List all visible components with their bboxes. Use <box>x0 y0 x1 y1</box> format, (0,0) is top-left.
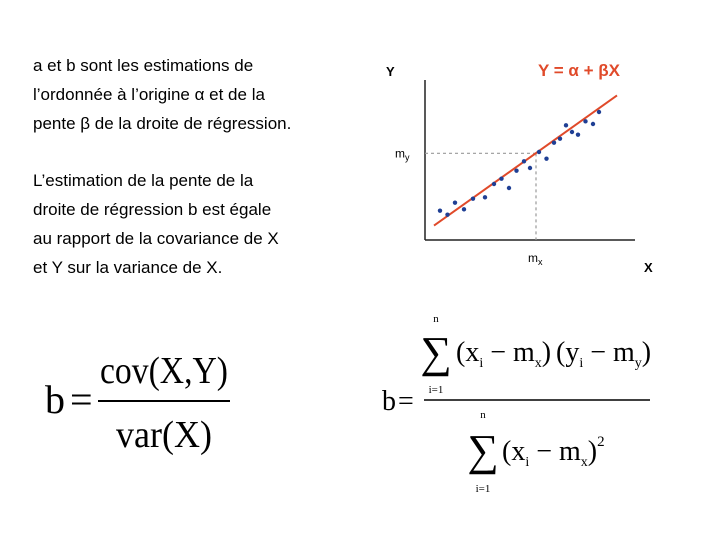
data-point <box>576 132 580 136</box>
data-point <box>499 176 503 180</box>
data-point <box>537 150 541 154</box>
formula-equals: = <box>70 377 93 422</box>
sum-lower-limit: i=1 <box>428 384 444 396</box>
data-point <box>591 122 595 126</box>
sum-upper-limit: n <box>480 409 486 421</box>
data-point <box>544 156 548 160</box>
data-point <box>558 136 562 140</box>
data-point <box>492 182 496 186</box>
text-line: a et b sont les estimations de <box>33 56 254 75</box>
data-points <box>438 110 601 217</box>
slope-formula-simple <box>40 335 240 465</box>
sum-symbol: ∑ <box>420 328 452 377</box>
sum-symbol: ∑ <box>467 426 499 475</box>
x-axis-label: X <box>644 260 653 275</box>
denominator-term: $(x_i - m_x)^2$ <box>502 434 605 470</box>
mean-guides <box>425 153 536 240</box>
data-point <box>462 207 466 211</box>
data-point <box>522 159 526 163</box>
data-point <box>570 130 574 134</box>
data-point <box>471 196 475 200</box>
formula-b: b <box>45 377 65 422</box>
text-line: au rapport de la covariance de X <box>33 229 279 248</box>
covariance-numerator: cov(X,Y) <box>100 350 228 392</box>
sum-lower-limit: i=1 <box>475 483 491 495</box>
formula-equals: = <box>398 386 414 417</box>
sum-upper-limit: n <box>433 313 439 325</box>
y-axis-label: Y <box>386 64 395 79</box>
text-line: pente β de la droite de régression. <box>33 114 292 133</box>
data-point <box>453 200 457 204</box>
mean-x-label: $m_x$ <box>528 251 543 267</box>
regression-scatter-chart <box>370 40 670 280</box>
data-point <box>528 166 532 170</box>
text-line: et Y sur la variance de X. <box>33 258 223 277</box>
slope-estimate-paragraph <box>33 166 363 282</box>
formula-b: b <box>382 386 396 417</box>
data-point <box>564 123 568 127</box>
data-point <box>552 140 556 144</box>
data-point <box>583 119 587 123</box>
text-line: L’estimation de la pente de la <box>33 171 254 190</box>
mean-y-label: $m_y$ <box>395 146 410 163</box>
text-line: droite de régression b est égale <box>33 200 272 219</box>
definition-paragraph <box>33 51 363 138</box>
data-point <box>514 168 518 172</box>
text-line: l’ordonnée à l’origine α et de la <box>33 85 265 104</box>
data-point <box>445 212 449 216</box>
data-point <box>507 186 511 190</box>
data-point <box>438 208 442 212</box>
numerator-x-term: $(x_i - m_x)$ <box>456 337 552 371</box>
regression-equation: Y = α + βX <box>538 61 620 80</box>
numerator-y-term: $(y_i - m_y)$ <box>556 337 652 371</box>
data-point <box>483 195 487 199</box>
slope-formula-sums <box>378 305 678 505</box>
data-point <box>597 110 601 114</box>
variance-denominator: var(X) <box>116 414 212 456</box>
